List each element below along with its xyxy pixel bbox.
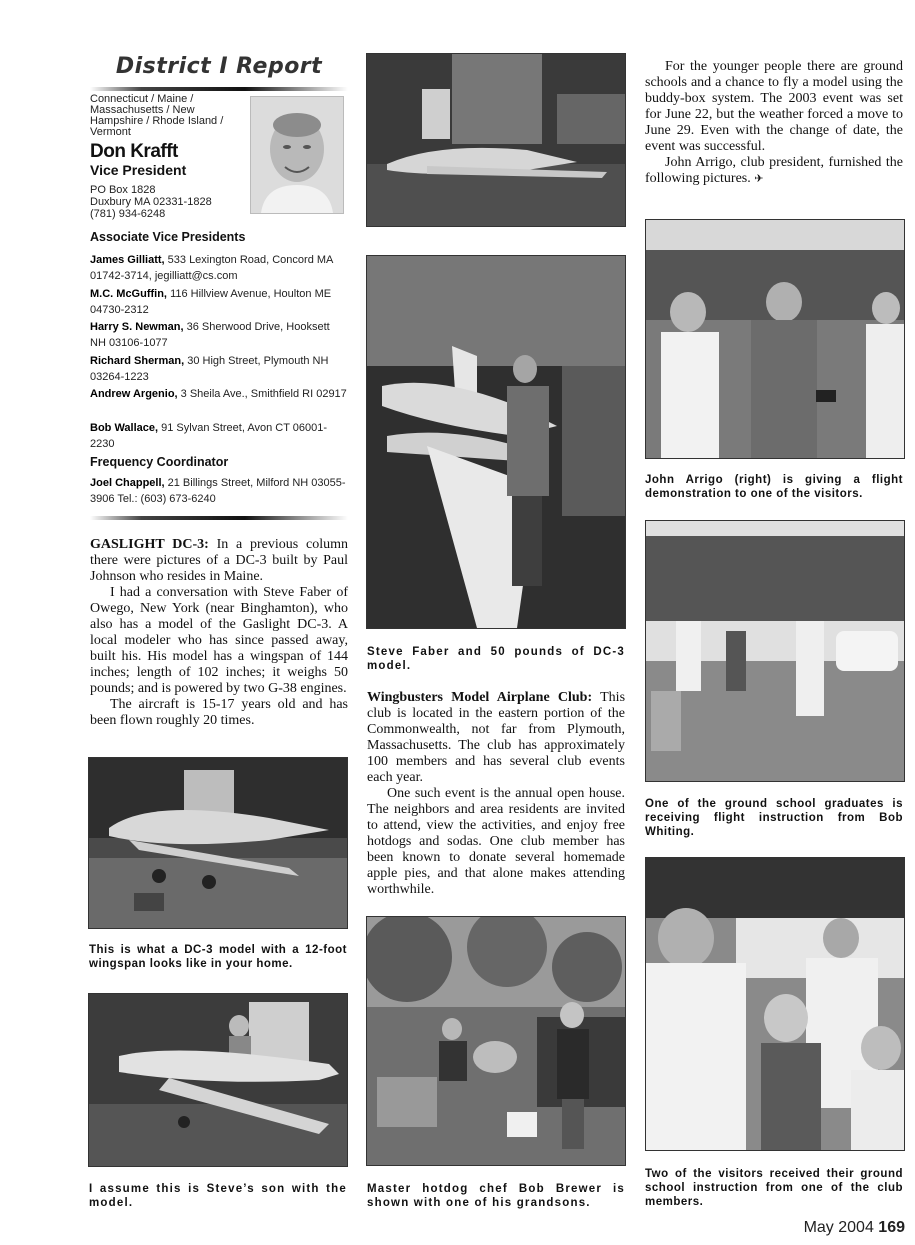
- photo-ground-school-graduate: [645, 520, 905, 782]
- caption-son-with-model: I assume this is Steve’s son with the model.: [89, 1183, 347, 1209]
- article-gaslight: [90, 537, 348, 729]
- gaslight-p2: I had a conversation with Steve Faber of Owego, New York (near Binghamton), who also has a model of the Gaslight DC-3. A local modeler who has since passed away, built his. His model has a wingspan of 144 inches; length of 102 inches; it weighs 50 pounds; and is powered by two G-38 engines.: [90, 585, 348, 696]
- avp-name: Bob Wallace,: [90, 422, 159, 434]
- caption-john-arrigo: John Arrigo (right) is giving a flight demonstration to one of the visitors.: [645, 474, 903, 500]
- header-box-bottom-rule: [90, 516, 348, 520]
- freq-heading: Frequency Coordinator: [90, 455, 229, 469]
- article-wingbusters: [367, 690, 625, 898]
- vp-states: Connecticut / Maine / Massachusetts / New Hampshire / Rhode Island / Vermont: [90, 93, 224, 138]
- vp-address-line2: Duxbury MA 02331-1828: [90, 196, 212, 208]
- ground-school-p2: John Arrigo, club president, furnished the following pictures.: [645, 155, 903, 186]
- gaslight-p1: In a previous column there were pictures of a DC-3 built by Paul Johnson who resides in Maine.: [90, 537, 349, 584]
- freq-entry: [90, 475, 348, 507]
- avp-entry: [90, 286, 348, 318]
- caption-ground-school-graduate: One of the ground school graduates is receiving flight instruction from Bob Whiting.: [645, 798, 903, 838]
- page-number: 169: [878, 1219, 905, 1236]
- avp-detail: 36 Sherwood Drive, Hooksett NH 03106-1077: [90, 321, 330, 349]
- vp-title: Vice President: [90, 162, 187, 178]
- avp-name: Richard Sherman,: [90, 355, 185, 367]
- caption-dc3-home: This is what a DC-3 model with a 12-foot wingspan looks like in your home.: [89, 944, 347, 970]
- ama-end-mark-icon: ✈: [754, 173, 764, 185]
- avp-detail: 91 Sylvan Street, Avon CT 06001-2230: [90, 422, 328, 450]
- vp-address: [90, 184, 250, 220]
- vp-address-line1: PO Box 1828: [90, 184, 156, 196]
- avp-entry: [90, 386, 348, 402]
- avp-detail: 3 Sheila Ave., Smithfield RI 02917: [180, 388, 347, 400]
- photo-steve-faber-dc3: [366, 255, 626, 629]
- photo-son-with-model: [88, 993, 348, 1167]
- avp-name: Harry S. Newman,: [90, 321, 184, 333]
- vp-phone: (781) 934-6248: [90, 208, 166, 220]
- article-ground-school: [645, 59, 903, 187]
- avp-detail: 30 High Street, Plymouth NH 03264-1223: [90, 355, 329, 383]
- avp-detail: 533 Lexington Road, Concord MA 01742-3714, jegilliatt@cs.com: [90, 254, 333, 282]
- avp-entry: [90, 252, 348, 284]
- avp-entry: [90, 319, 348, 351]
- photo-john-arrigo-demo: [645, 219, 905, 459]
- photo-dc3-in-home: [88, 757, 348, 929]
- avp-entry: [90, 353, 348, 385]
- avp-heading: Associate Vice Presidents: [90, 230, 246, 244]
- wingbusters-lead: Wingbusters Model Airplane Club:: [367, 690, 593, 705]
- avp-name: M.C. McGuffin,: [90, 288, 167, 300]
- avp-entry: [90, 420, 348, 452]
- vp-portrait-photo: [250, 96, 344, 214]
- photo-dc3-living-room: [366, 53, 626, 227]
- wingbusters-p1: This club is located in the eastern portion of the Commonwealth, not far from Plymouth, Massachusetts. The club has approximately 100 members and has several club events each year.: [367, 690, 626, 785]
- page-title: District I Report: [115, 54, 323, 79]
- caption-visitors-instruction: Two of the visitors received their ground school instruction from one of the club members.: [645, 1168, 903, 1208]
- photo-hotdog-chef: [366, 916, 626, 1166]
- gaslight-p3: The aircraft is 15-17 years old and has been flown roughly 20 times.: [90, 697, 348, 728]
- ground-school-p1: For the younger people there are ground schools and a chance to fly a model using the buddy-box system. The 2003 event was set for June 22, but the weather forced a move to June 29. Even with the change of date, the event was successful.: [645, 59, 903, 154]
- avp-detail: 116 Hillview Avenue, Houlton ME 04730-2312: [90, 288, 332, 316]
- title-rule: [90, 87, 348, 91]
- wingbusters-p2: One such event is the annual open house. The neighbors and area residents are invited to attend, view the activities, and enjoy free hotdogs and sodas. One club member has been known to donate several homemade apple pies, and that alone makes attending worthwhile.: [367, 786, 625, 897]
- caption-hotdog-chef: Master hotdog chef Bob Brewer is shown with one of his grandsons.: [367, 1183, 625, 1209]
- footer-month: May 2004: [803, 1219, 874, 1236]
- photo-visitors-instruction: [645, 857, 905, 1151]
- caption-steve-faber: Steve Faber and 50 pounds of DC-3 model.: [367, 646, 625, 672]
- vp-name: Don Krafft: [90, 141, 178, 162]
- freq-detail: 21 Billings Street, Milford NH 03055-3906 Tel.: (603) 673-6240: [90, 477, 346, 505]
- avp-name: James Gilliatt,: [90, 254, 165, 266]
- freq-name: Joel Chappell,: [90, 477, 165, 489]
- gaslight-lead: GASLIGHT DC-3:: [90, 537, 209, 552]
- page-footer: [804, 1219, 905, 1237]
- avp-name: Andrew Argenio,: [90, 388, 178, 400]
